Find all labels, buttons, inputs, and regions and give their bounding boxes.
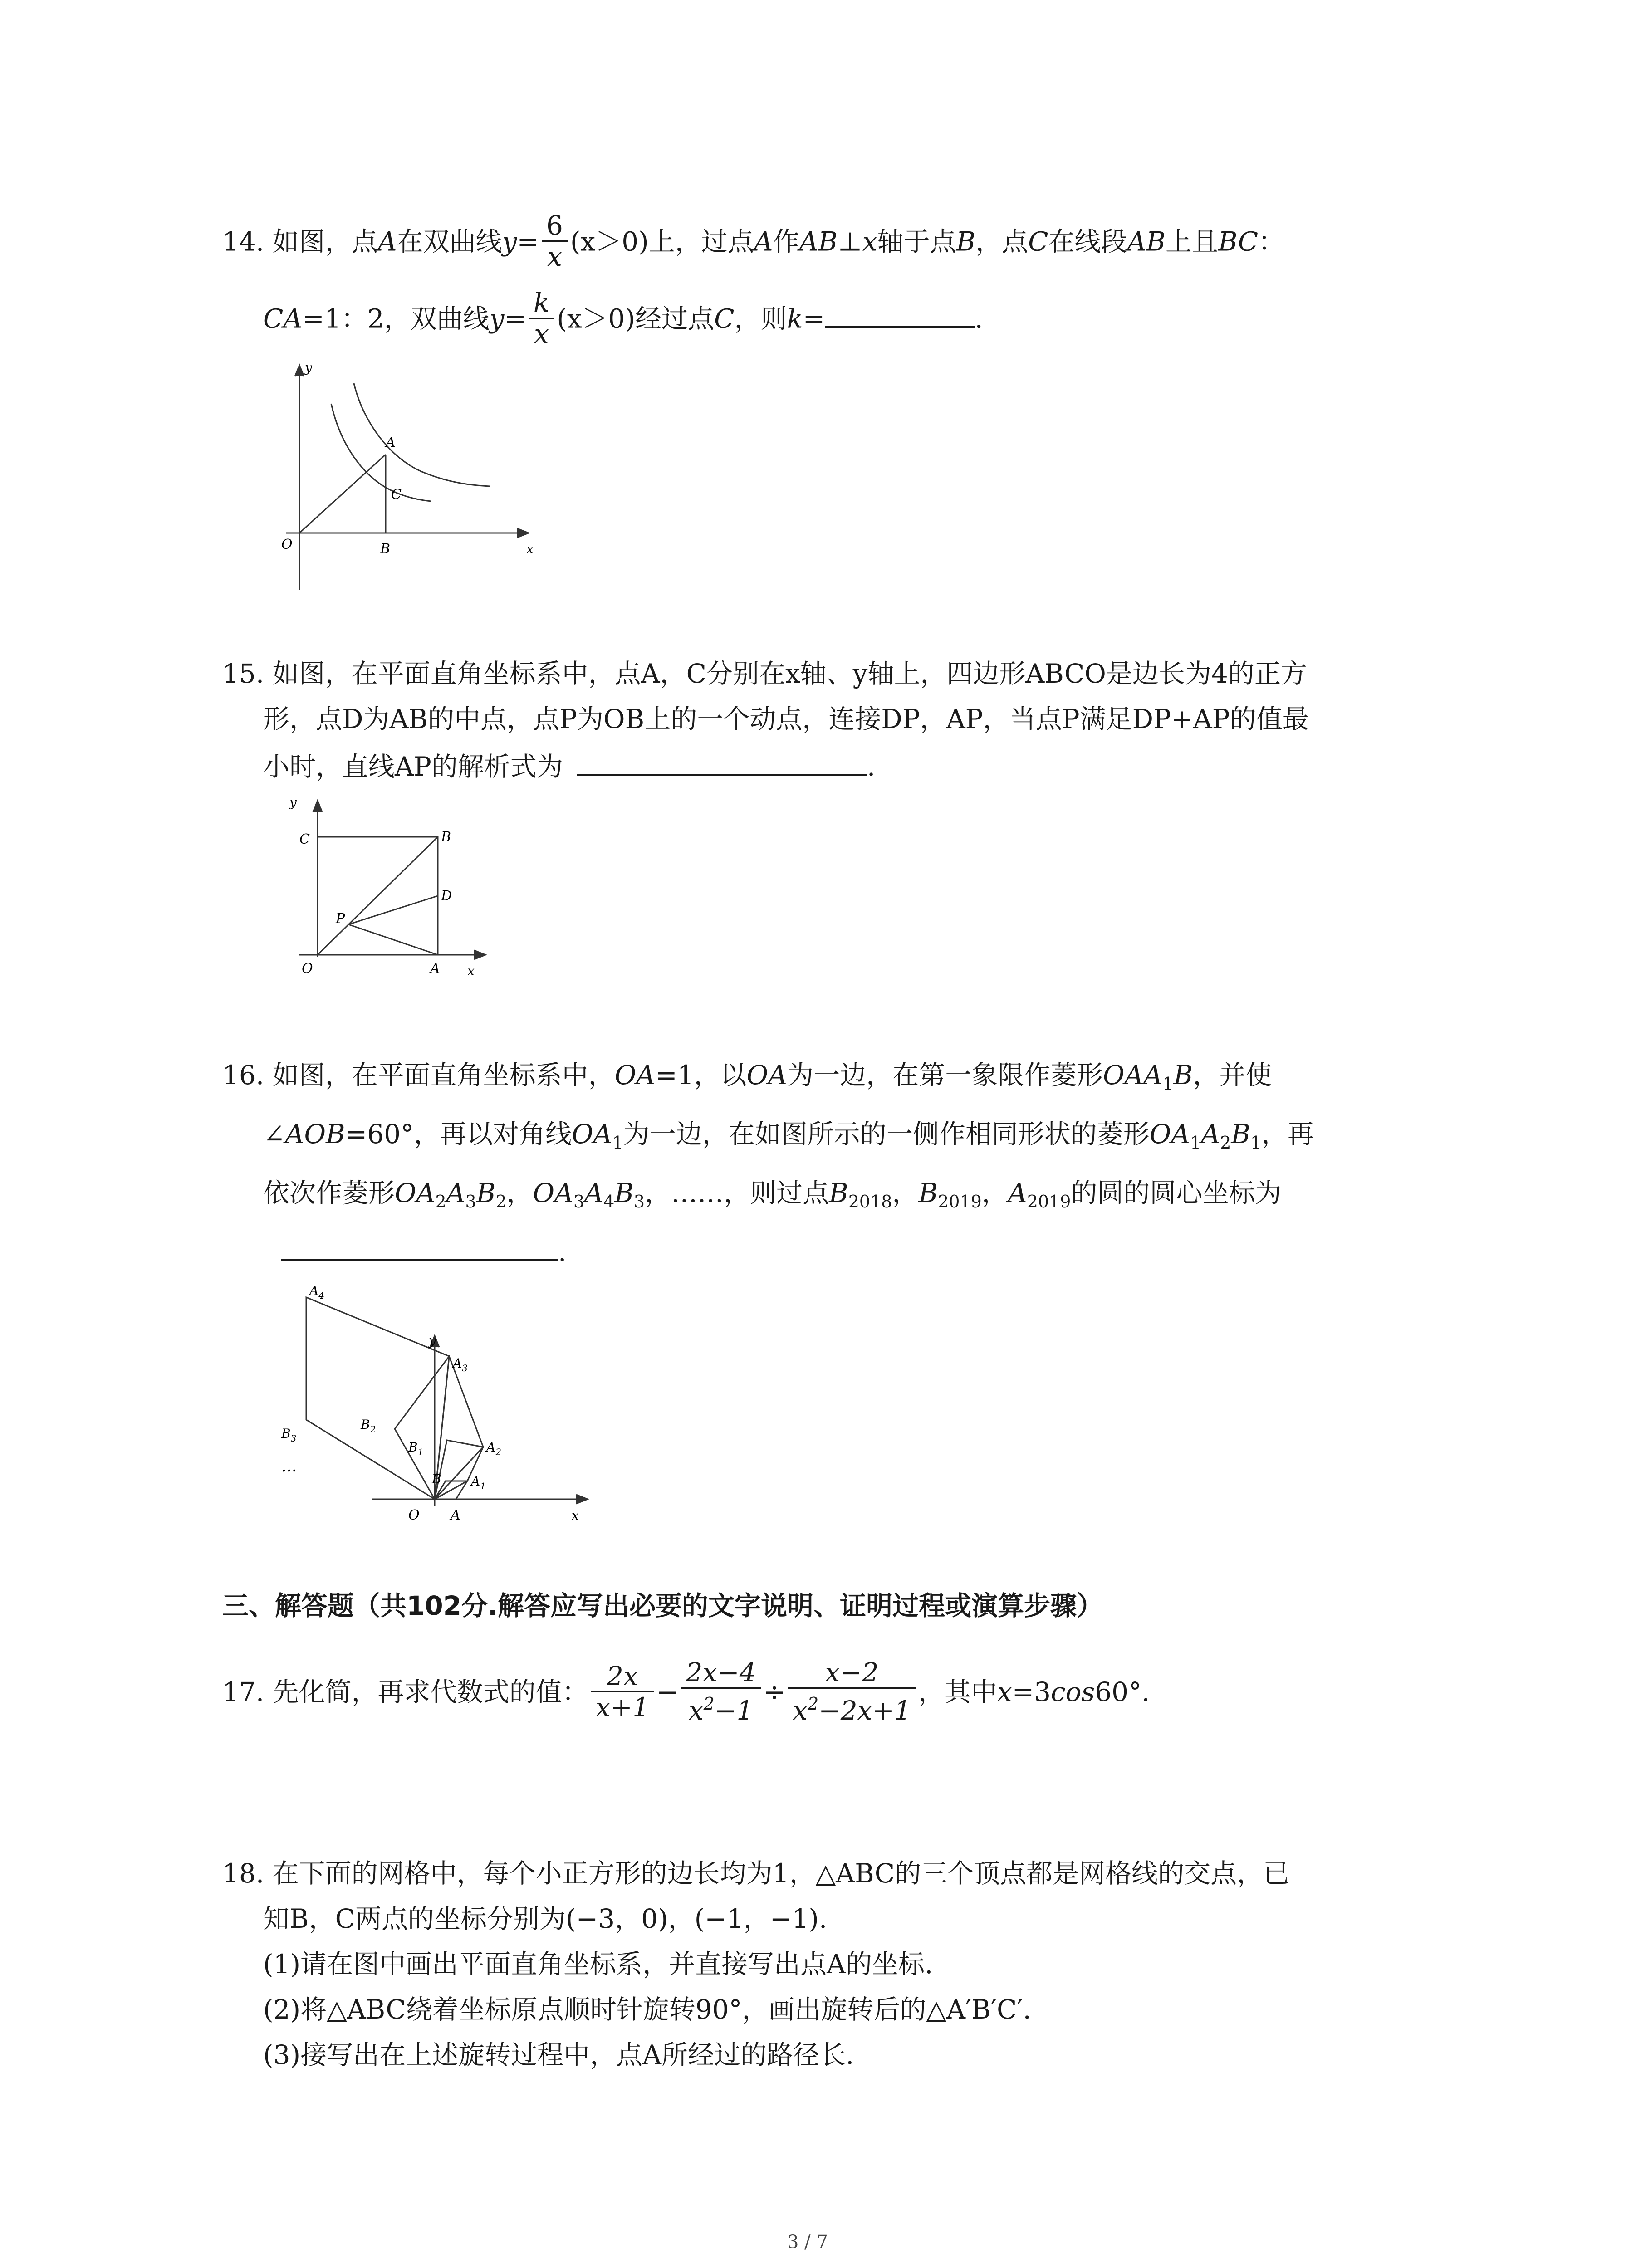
q14-figure: [272, 354, 554, 599]
q15-label-B: B: [441, 829, 451, 845]
q16-rhombus-OA1A2B1: [435, 1440, 483, 1499]
q18-line-2: 知B，C两点的坐标分别为(−3，0)，(−1，−1).: [263, 1903, 828, 1934]
q14-fraction-6-over-x: $\frac{6}{x}$: [542, 210, 568, 272]
q14-label-y: y: [305, 360, 312, 375]
q16-label-B: B: [432, 1471, 441, 1486]
q14-y-arrow: [295, 365, 304, 376]
q14-label-x: x: [526, 542, 534, 557]
q15-label-O: O: [302, 961, 313, 977]
q14-line-1: 14. 如图，点A在双曲线y= $\frac{6}{x}$ (x＞0)上，过点A作AB⊥x轴于点B，点C在线段AB上且BC：: [222, 210, 1285, 272]
q16-line-1: 16. 如图，在平面直角坐标系中，OA=1，以OA为一边，在第一象限作菱形$OAA_1B$，并使: [222, 1060, 1272, 1094]
q16-label-B3: $B_3$: [281, 1426, 297, 1444]
q15-diagonal-OB: [318, 837, 438, 955]
q14-label-C: C: [391, 487, 402, 503]
q15-segment-PD: [348, 896, 438, 924]
q16-label-A: A: [451, 1507, 460, 1523]
q16-label-dots: ···: [281, 1462, 297, 1481]
q14-label-B: B: [380, 541, 391, 557]
q16-answer-blank[interactable]: [281, 1237, 558, 1261]
q14-label-A: A: [386, 435, 396, 450]
q15-label-x: x: [467, 963, 475, 978]
q16-figure: [272, 1270, 599, 1524]
q17-fraction-1: $\frac{2x}{x+1}$: [591, 1661, 654, 1722]
q16-label-A1: $A_1$: [471, 1474, 486, 1491]
q15-segment-PA: [348, 924, 438, 955]
q17-fraction-3: $\frac{x-2}{x^2-2x+1}$: [788, 1657, 916, 1725]
q14-curve-k: [331, 404, 431, 501]
q16-rhombus-OA3A4B3: [306, 1297, 449, 1499]
q16-line-4: .: [281, 1234, 566, 1270]
q16-label-B2: $B_2$: [361, 1417, 376, 1435]
q16-line-3: 依次作菱形$OA_2A_3B_2$，$OA_3A_4B_3$，……，则过点$B_{2018}$，$B_{2019}$，$A_{2019}$的圆的圆心坐标为: [263, 1178, 1282, 1212]
q14-curve-k6: [354, 383, 490, 486]
q16-x-arrow: [576, 1495, 588, 1504]
q16-label-A2: $A_2$: [486, 1440, 501, 1457]
q14-answer-blank[interactable]: [825, 303, 975, 328]
q18-line-4: (2)将△ABC绕着坐标原点顺时针旋转90°，画出旋转后的△A′B′C′.: [263, 1994, 1031, 2025]
q15-y-arrow: [313, 801, 322, 812]
q16-label-B1: $B_1$: [408, 1440, 424, 1457]
q15-label-A: A: [430, 961, 440, 977]
q16-line-2: ∠AOB=60°，再以对角线$OA_1$为一边，在如图所示的一侧作相同形状的菱形$OA_1A_2B_1$，再: [263, 1119, 1314, 1153]
page-number: 3 / 7: [787, 2232, 828, 2253]
q14-line-2: CA=1：2，双曲线y= $\frac{k}{x}$ (x＞0)经过点C，则k= .: [263, 287, 983, 349]
q16-diagonal-OA2: [435, 1447, 483, 1499]
q14-x-arrow: [517, 528, 529, 538]
q15-answer-blank[interactable]: [577, 751, 867, 776]
q15-label-C: C: [299, 831, 310, 847]
q16-label-x: x: [572, 1508, 579, 1523]
q16-label-A4: $A_4$: [309, 1283, 324, 1301]
q14-label-O: O: [281, 537, 293, 552]
q14-segment-OA: [299, 455, 386, 533]
q16-label-y: y: [429, 1333, 436, 1348]
q15-x-arrow: [474, 950, 485, 959]
q15-figure: [281, 794, 499, 989]
q18-line-1: 18. 在下面的网格中，每个小正方形的边长均为1，△ABC的三个顶点都是网格线的交点，已: [222, 1858, 1290, 1889]
q15-line-1: 15. 如图，在平面直角坐标系中，点A，C分别在x轴、y轴上，四边形ABCO是边长为4的正方: [222, 658, 1307, 689]
q15-label-D: D: [441, 888, 452, 904]
q15-label-y: y: [289, 795, 297, 810]
q15-line-2: 形，点D为AB的中点，点P为OB上的一个动点，连接DP，AP，当点P满足DP+AP的值最: [263, 704, 1309, 734]
q18-line-3: (1)请在图中画出平面直角坐标系，并直接写出点A的坐标.: [263, 1949, 933, 1980]
q14-fraction-k-over-x: $\frac{k}{x}$: [529, 288, 554, 349]
q17-fraction-2: $\frac{2x-4}{x^2-1}$: [681, 1657, 761, 1725]
q15-label-P: P: [336, 911, 345, 927]
q17-line: 17. 先化简，再求代数式的值： $\frac{2x}{x+1}$ − $\frac{2x-4}{x^2-1}$ ÷ $\frac{x-2}{x^2-2x+1}$ ，其中x=3cos60°.: [222, 1657, 1150, 1726]
q16-label-A3: $A_3$: [453, 1356, 468, 1374]
q16-label-O: O: [408, 1507, 420, 1523]
section-3-title: 三、解答题（共102分.解答应写出必要的文字说明、证明过程或演算步骤）: [222, 1590, 1103, 1621]
q15-line-3: 小时，直线AP的解析式为 .: [263, 751, 876, 782]
q18-line-5: (3)接写出在上述旋转过程中，点A所经过的路径长.: [263, 2039, 854, 2070]
